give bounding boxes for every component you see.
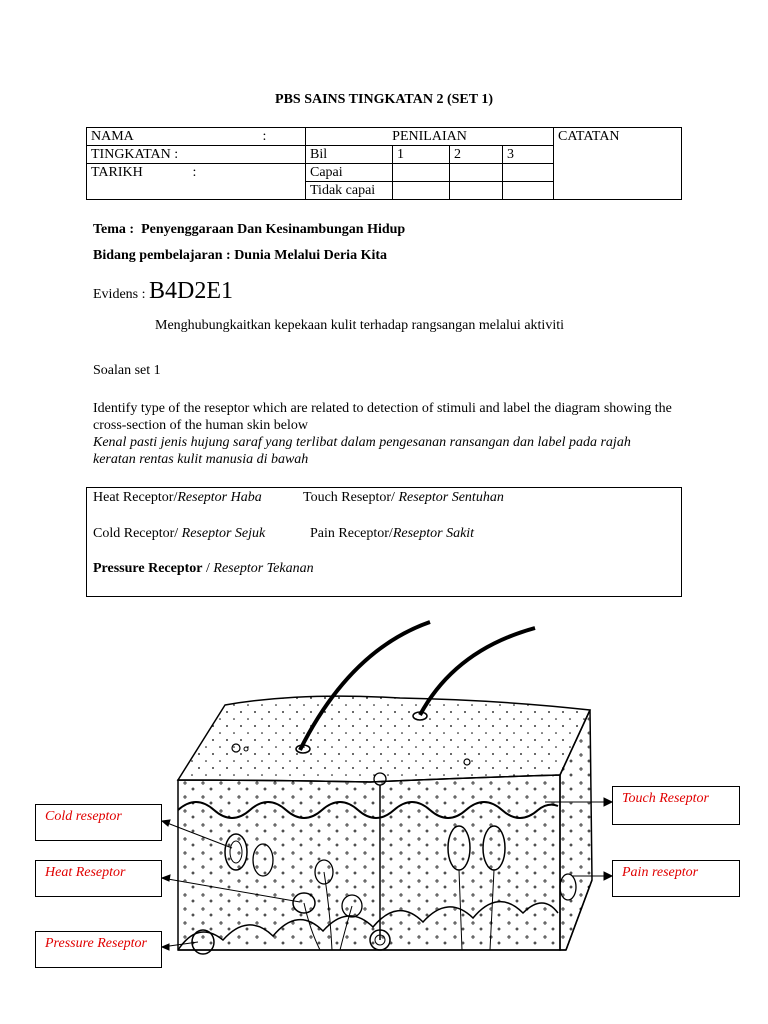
tarikh-cell: TARIKH : xyxy=(87,164,306,182)
tidak-capai-cell: Tidak capai xyxy=(306,182,393,200)
tema-line: Tema : Penyenggaraan Dan Kesinambungan Hidup xyxy=(93,222,406,237)
evidens-line: Evidens : B4D2E1 xyxy=(93,278,233,304)
penilaian-cell: PENILAIAN xyxy=(306,128,554,146)
page-title: PBS SAINS TINGKATAN 2 (SET 1) xyxy=(275,92,493,107)
tingkatan-cell: TINGKATAN : xyxy=(87,146,306,164)
label-touch-receptor: Touch Reseptor xyxy=(612,786,740,825)
word-bank-box: Heat Receptor/Reseptor Haba Touch Reseptor/ Reseptor Sentuhan Cold Receptor/ Reseptor Sejuk Pain Receptor/Reseptor Sakit Pressure Receptor / Reseptor Tekanan xyxy=(86,487,682,597)
nama-cell: NAMA : xyxy=(87,128,306,146)
capai-cell: Capai xyxy=(306,164,393,182)
header-table xyxy=(86,127,682,200)
description: Menghubungkaitkan kepekaan kulit terhadap rangsangan melalui aktiviti xyxy=(155,318,564,333)
label-cold-receptor: Cold reseptor xyxy=(35,804,162,841)
label-pressure-receptor: Pressure Reseptor xyxy=(35,931,162,968)
evidens-code: B4D2E1 xyxy=(149,278,233,304)
catatan-cell: CATATAN xyxy=(554,128,682,200)
bidang-line: Bidang pembelajaran : Dunia Melalui Deria Kita xyxy=(93,248,388,263)
epidermis-surface xyxy=(178,696,590,782)
col-3: 3 xyxy=(503,146,554,164)
col-2: 2 xyxy=(450,146,503,164)
bil-cell: Bil xyxy=(306,146,393,164)
soalan: Soalan set 1 xyxy=(93,363,161,378)
instruction: Identify type of the reseptor which are related to detection of stimuli and label the diagram showing the cross-section of the human skin below Kenal pasti jenis hujung saraf yang terlibat dalam pengesanan ransangan dan label pada rajah keratan rentas kulit manusia di bawah xyxy=(93,401,672,467)
label-heat-receptor: Heat Reseptor xyxy=(35,860,162,897)
col-1: 1 xyxy=(393,146,450,164)
label-pain-receptor: Pain reseptor xyxy=(612,860,740,897)
